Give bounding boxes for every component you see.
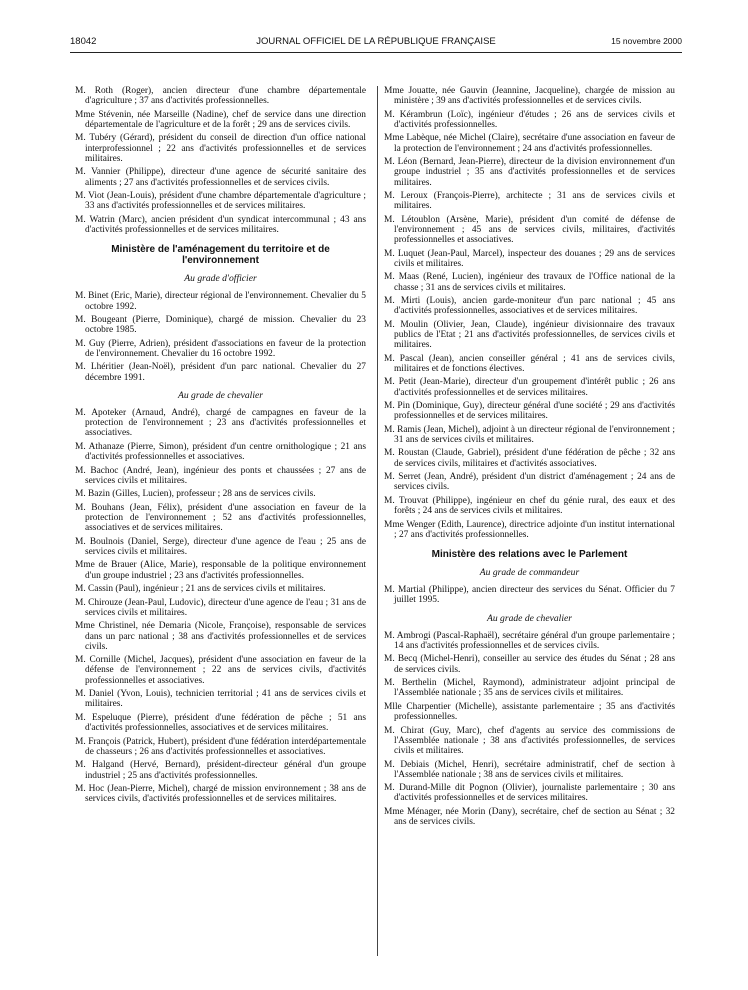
entry: Mme Wenger (Edith, Laurence), directrice adjointe d'un institut international ; 27 ans d'activités professionnelles. [384, 519, 675, 540]
grade-heading: Au grade de chevalier [178, 389, 263, 401]
grade-heading: Au grade de chevalier [487, 612, 572, 624]
entry: M. Léon (Bernard, Jean-Pierre), directeur de la division environnement d'un groupe industriel ; 35 ans d'activités professionnelles et de services militaires. [384, 157, 675, 188]
entry: Mlle Charpentier (Michelle), assistante parlementaire ; 35 ans d'activités professionnelles. [384, 701, 675, 723]
entry: M. Bouhans (Jean, Félix), président d'une association en faveur de la protection de l'environnement ; 52 ans d'activités professionnelles, associatives et de services militaires. [75, 502, 366, 534]
header-rule [70, 52, 682, 53]
section-title: Ministère de l'aménagement du territoire et de l'environnement [111, 244, 330, 267]
entry: M. Martial (Philippe), ancien directeur des services du Sénat. Officier du 7 juillet 1995. [384, 585, 675, 606]
entry: M. Becq (Michel-Henri), conseiller au service des études du Sénat ; 28 ans de services civils. [384, 654, 675, 675]
grade-heading: Au grade de commandeur [479, 566, 580, 578]
entry: M. Pascal (Jean), ancien conseiller général ; 41 ans de services civils, militaires et de fonctions électives. [384, 353, 675, 374]
entry: Mme Christinel, née Demaria (Nicole, Françoise), responsable de services dans un parc national ; 38 ans d'activités professionnelles et de services civils. [75, 621, 366, 652]
journal-title: JOURNAL OFFICIEL DE LA RÉPUBLIQUE FRANÇAISE [256, 36, 496, 47]
entry: Mme de Brauer (Alice, Marie), responsable de la politique environnement d'un groupe industriel ; 23 ans d'activités professionnelles. [75, 560, 366, 581]
entry: M. Mirti (Louis), ancien garde-moniteur d'un parc national ; 45 ans d'activités professionnelles, associatives et de services militaires. [384, 296, 675, 317]
entry: Mme Labèque, née Michel (Claire), secrétaire d'une association en faveur de la protection de l'environnement ; 24 ans d'activités professionnelles. [384, 133, 675, 154]
entry: M. Bazin (Gilles, Lucien), professeur ; 28 ans de services civils. [75, 489, 316, 500]
left-column [75, 86, 366, 808]
entry: M. Luquet (Jean-Paul, Marcel), inspecteur des douanes ; 29 ans de services civils et militaires. [384, 248, 675, 269]
entry: M. Ramis (Jean, Michel), adjoint à un directeur régional de l'environnement ; 31 ans de services civils et militaires. [384, 424, 675, 445]
entry: M. Hoc (Jean-Pierre, Michel), chargé de mission environnement ; 38 ans de services civils, d'activités professionnelles et de services militaires. [75, 784, 366, 805]
entry: M. Maas (René, Lucien), ingénieur des travaux de l'Office national de la chasse ; 31 ans de services civils et militaires. [384, 272, 675, 293]
entry: M. Bougeant (Pierre, Dominique), chargé de mission. Chevalier du 23 octobre 1985. [75, 315, 366, 336]
entry: Mme Jouatte, née Gauvin (Jeannine, Jacqueline), chargée de mission au ministère ; 39 ans d'activités professionnelles et de services civils. [384, 86, 675, 107]
entry: M. Watrin (Marc), ancien président d'un syndicat intercommunal ; 43 ans d'activités professionnelles et de services militaires. [75, 214, 366, 235]
entry: M. Lhéritier (Jean-Noël), président d'un parc national. Chevalier du 27 décembre 1991. [75, 362, 366, 383]
right-column [384, 86, 675, 831]
entry: Mme Ménager, née Morin (Dany), secrétaire, chef de section au Sénat ; 32 ans de services civils. [384, 806, 675, 828]
entry: Mme Stévenin, née Marseille (Nadine), chef de service dans une direction départementale de l'agriculture et de la forêt ; 29 ans de services civils. [75, 109, 366, 130]
entry: M. Guy (Pierre, Adrien), président d'associations en faveur de la protection de l'environnement. Chevalier du 16 octobre 1992. [75, 338, 366, 359]
entry: M. Cornille (Michel, Jacques), président d'une association en faveur de la défense de l'environnement ; 22 ans de services civils, d'activités professionnelles et associatives. [75, 655, 366, 686]
entry: M. Chirat (Guy, Marc), chef d'agents au service des commissions de l'Assemblée nationale ; 38 ans d'activités professionnelles, de services civils et militaires. [384, 725, 675, 756]
entry: M. Espeluque (Pierre), président d'une fédération de pêche ; 51 ans d'activités professionnelles, associatives et de services militaires. [75, 712, 366, 734]
entry: M. Binet (Eric, Marie), directeur régional de l'environnement. Chevalier du 5 octobre 1992. [75, 291, 366, 312]
entry: M. Berthelin (Michel, Raymond), administrateur adjoint principal de l'Assemblée nationale ; 35 ans de services civils et militaires. [384, 678, 675, 699]
entry: M. Roustan (Claude, Gabriel), président d'une fédération de pêche ; 32 ans de services civils, militaires et d'activités associatives. [384, 448, 675, 469]
entry: M. Trouvat (Philippe), ingénieur en chef du génie rural, des eaux et des forêts ; 24 ans de services civils et militaires. [384, 495, 675, 517]
entry: M. Debiais (Michel, Henri), secrétaire administratif, chef de section à l'Assemblée nationale ; 38 ans de services civils et militaires. [384, 759, 675, 780]
entry: M. Moulin (Olivier, Jean, Claude), ingénieur divisionnaire des travaux publics de l'Etat ; 21 ans d'activités professionnelles, de services civils et militaires. [384, 319, 675, 351]
page-header [70, 36, 682, 50]
entry: M. Chirouze (Jean-Paul, Ludovic), directeur d'une agence de l'eau ; 31 ans de services civils et militaires. [75, 597, 366, 618]
entry: M. Viot (Jean-Louis), président d'une chambre départementale d'agriculture ; 33 ans d'activités professionnelles et de services militaires. [75, 191, 366, 212]
entry: M. Durand-Mille dit Pognon (Olivier), journaliste parlementaire ; 30 ans d'activités professionnelles et de services militaires. [384, 783, 675, 804]
entries-block [75, 86, 366, 235]
entry: M. Tubéry (Gérard), président du conseil de direction d'un office national interprofessionnel ; 22 ans d'activités professionnelles et de services militaires. [75, 133, 366, 164]
entry: M. Cassin (Paul), ingénieur ; 21 ans de services civils et militaires. [75, 584, 326, 595]
entry: M. Petit (Jean-Marie), directeur d'un groupement d'intérêt public ; 26 ans d'activités professionnelles et de services militaires. [384, 377, 675, 398]
entry: M. François (Patrick, Hubert), président d'une fédération interdépartementale de chasseurs ; 26 ans d'activités professionnelles et associatives. [75, 736, 366, 757]
entry: M. Boulnois (Daniel, Serge), directeur d'une agence de l'eau ; 25 ans de services civils et militaires. [75, 536, 366, 557]
entry: M. Ambrogi (Pascal-Raphaël), secrétaire général d'un groupe parlementaire ; 14 ans d'activités professionnelles et de services civils. [384, 630, 675, 651]
entry: M. Kérambrun (Loïc), ingénieur d'études ; 26 ans de services civils et d'activités professionnelles. [384, 109, 675, 130]
grade-heading: Au grade d'officier [184, 273, 257, 285]
entry: M. Serret (Jean, André), président d'un district d'aménagement ; 24 ans de services civils. [384, 472, 675, 493]
entry: M. Vannier (Philippe), directeur d'une agence de sécurité sanitaire des aliments ; 27 ans d'activités professionnelles et de services civils. [75, 167, 366, 188]
issue-date: 15 novembre 2000 [611, 36, 682, 46]
section-title: Ministère des relations avec le Parlement [431, 548, 628, 560]
entry: M. Létoublon (Arsène, Marie), président d'un comité de défense de l'environnement ; 45 ans de services civils, militaires, d'activités professionnelles et associatives. [384, 214, 675, 246]
entry: M. Apoteker (Arnaud, André), chargé de campagnes en faveur de la protection de l'environnement ; 23 ans d'activités professionnelles et associatives. [75, 408, 366, 439]
column-separator [377, 86, 378, 956]
entry: M. Daniel (Yvon, Louis), technicien territorial ; 41 ans de services civils et militaires. [75, 689, 366, 710]
entry: M. Pin (Dominique, Guy), directeur général d'une société ; 29 ans d'activités professionnelles et de services militaires. [384, 401, 675, 422]
page-number: 18042 [70, 36, 97, 47]
entry: M. Athanaze (Pierre, Simon), président d'un centre ornithologique ; 21 ans d'activités professionnelles et associatives. [75, 441, 366, 463]
entry: M. Bachoc (André, Jean), ingénieur des ponts et chaussées ; 27 ans de services civils et militaires. [75, 465, 366, 486]
entry: M. Roth (Roger), ancien directeur d'une chambre départementale d'agriculture ; 37 ans d'activités professionnelles. [75, 86, 366, 107]
entry: M. Halgand (Hervé, Bernard), président-directeur général d'un groupe industriel ; 25 ans d'activités professionnelles. [75, 760, 366, 781]
entry: M. Leroux (François-Pierre), architecte ; 31 ans de services civils et militaires. [384, 191, 675, 212]
